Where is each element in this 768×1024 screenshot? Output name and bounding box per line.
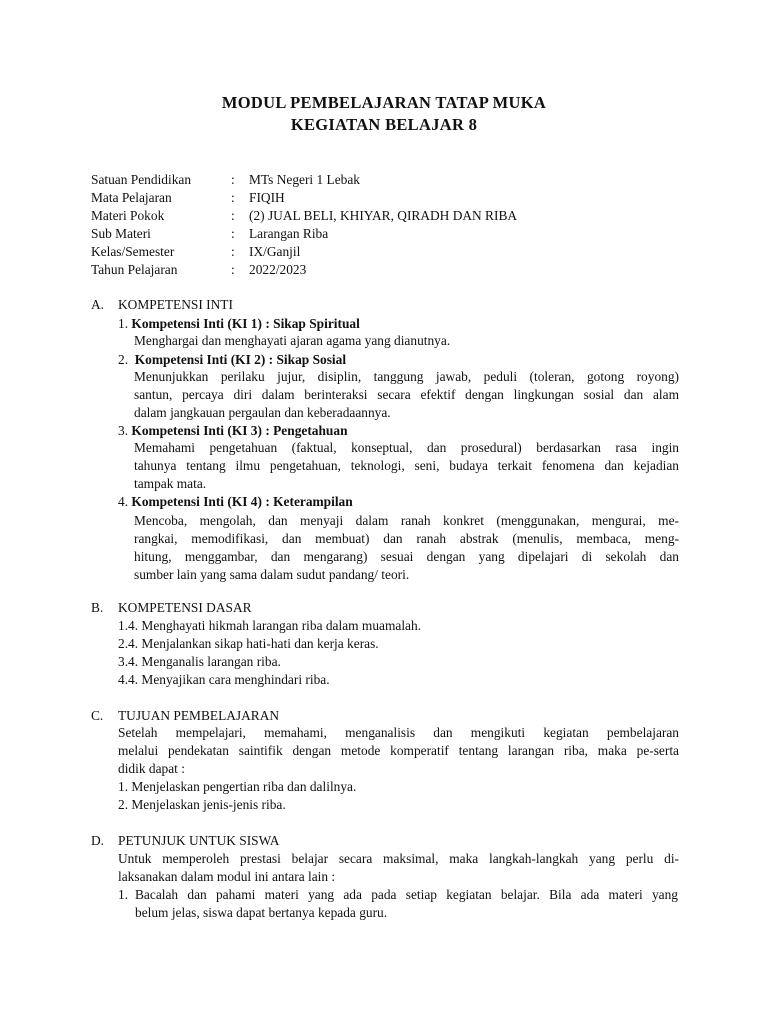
text-line: rangkai, memodifikasi, dan membuat) dan ranah abstrak (menulis, membaca, meng-: [134, 531, 679, 546]
section-b-heading: [91, 599, 252, 617]
info-colon: :: [231, 226, 235, 241]
ki-1-heading: [118, 315, 360, 333]
document-title: MODUL PEMBELAJARAN TATAP MUKA: [221, 93, 547, 112]
section-letter: A.: [91, 297, 105, 312]
text-line: laksanakan dalam modul ini antara lain :: [118, 869, 336, 884]
text-line: Menghargai dan menghayati ajaran agama yang dianutnya.: [134, 333, 451, 348]
info-value: 2022/2023: [249, 262, 307, 277]
text-line: Setelah mempelajari, memahami, menganalisis dan mengikuti kegiatan pembelajaran: [118, 725, 679, 740]
ki-number: 2.: [118, 352, 129, 367]
text-line: tampak mata.: [134, 476, 207, 491]
section-letter: C.: [91, 708, 104, 723]
ki-number: 1.: [118, 316, 129, 331]
info-row: [91, 207, 517, 225]
info-colon: :: [231, 208, 235, 223]
info-value: FIQIH: [249, 190, 285, 205]
petunjuk-item: [118, 886, 678, 922]
text-line: Untuk memperoleh prestasi belajar secara maksimal, maka langkah-langkah yang perlu di-: [118, 851, 679, 866]
text-line: dalam jangkauan pergaulan dan keberadaannya.: [134, 405, 391, 420]
ki-3-text: [134, 439, 679, 493]
petunjuk-intro: [118, 850, 679, 886]
ki-title: Kompetensi Inti (KI 2) : Sikap Sosial: [134, 352, 347, 367]
info-row: [91, 225, 517, 243]
info-label: Tahun Pelajaran: [91, 262, 178, 277]
text-line: Memahami pengetahuan (faktual, konseptual, dan prosedural) berdasarkan rasa ingin: [134, 440, 679, 455]
info-label: Satuan Pendidikan: [91, 172, 192, 187]
identity-table: [91, 171, 517, 279]
ki-4-text: [134, 512, 679, 584]
ki-title: Kompetensi Inti (KI 4) : Keterampilan: [131, 494, 353, 509]
section-letter: D.: [91, 833, 105, 848]
info-colon: :: [231, 244, 235, 259]
kd-item: 1.4. Menghayati hikmah larangan riba dalam muamalah.: [118, 618, 422, 633]
document-subtitle: KEGIATAN BELAJAR 8: [290, 115, 478, 134]
text-line: Mencoba, mengolah, dan menyaji dalam ranah konkret (menggunakan, mengurai, me-: [134, 513, 679, 528]
info-label: Mata Pelajaran: [91, 190, 172, 205]
text-line: Bacalah dan pahami materi yang ada pada setiap kegiatan belajar. Bila ada materi yang: [135, 887, 678, 902]
info-value: IX/Ganjil: [249, 244, 301, 259]
info-label: Materi Pokok: [91, 208, 165, 223]
info-row: [91, 243, 517, 261]
info-label: Sub Materi: [91, 226, 151, 241]
info-row: [91, 171, 517, 189]
ki-title: Kompetensi Inti (KI 3) : Pengetahuan: [131, 423, 348, 438]
kd-item: 3.4. Menganalis larangan riba.: [118, 654, 281, 669]
ki-number: 4.: [118, 494, 129, 509]
ki-4-heading: [118, 493, 353, 511]
section-title: TUJUAN PEMBELAJARAN: [118, 708, 280, 723]
ki-2-heading: [118, 351, 346, 369]
tujuan-item: 2. Menjelaskan jenis-jenis riba.: [118, 797, 286, 812]
section-a-heading: [91, 296, 233, 314]
info-value: MTs Negeri 1 Lebak: [249, 172, 360, 187]
info-value: (2) JUAL BELI, KHIYAR, QIRADH DAN RIBA: [249, 208, 518, 223]
section-c-heading: [91, 707, 279, 725]
info-value: Larangan Riba: [249, 226, 329, 241]
text-line: Menunjukkan perilaku jujur, disiplin, tanggung jawab, peduli (toleran, gotong royong): [134, 369, 679, 384]
info-colon: :: [231, 262, 235, 277]
kd-item: 2.4. Menjalankan sikap hati-hati dan kerja keras.: [118, 636, 379, 651]
section-title: PETUNJUK UNTUK SISWA: [118, 833, 280, 848]
text-line: tahunya tentang ilmu pengetahuan, teknologi, seni, budaya terkait fenomena dan kejadian: [134, 458, 679, 473]
text-line: didik dapat :: [118, 761, 185, 776]
ki-2-text: [134, 368, 679, 422]
ki-title: Kompetensi Inti (KI 1) : Sikap Spiritual: [131, 316, 360, 331]
section-title: KOMPETENSI DASAR: [118, 600, 252, 615]
ki-3-heading: [118, 422, 348, 440]
text-line: santun, percaya diri dalam berinteraksi secara efektif dengan lingkungan sosial dan alam: [134, 387, 679, 402]
ki-number: 3.: [118, 423, 129, 438]
text-line: melalui pendekatan saintifik dengan metode komperatif tentang larangan riba, maka pe-serta: [118, 743, 679, 758]
section-title: KOMPETENSI INTI: [118, 297, 233, 312]
info-colon: :: [231, 190, 235, 205]
item-number: 1.: [118, 887, 129, 902]
text-line: sumber lain yang sama dalam sudut pandang/ teori.: [134, 567, 410, 582]
info-label: Kelas/Semester: [91, 244, 175, 259]
section-d-heading: [91, 832, 279, 850]
info-colon: :: [231, 172, 235, 187]
ki-1-text: [134, 332, 679, 350]
info-row: [91, 261, 517, 279]
text-line: hitung, menggambar, dan mengarang) sesuai dengan yang dipelajari di sekolah dan: [134, 549, 679, 564]
section-letter: B.: [91, 600, 104, 615]
info-row: [91, 189, 517, 207]
tujuan-item: 1. Menjelaskan pengertian riba dan dalilnya.: [118, 779, 357, 794]
text-line: belum jelas, siswa dapat bertanya kepada guru.: [135, 905, 388, 920]
tujuan-intro: [118, 724, 679, 778]
kd-item: 4.4. Menyajikan cara menghindari riba.: [118, 672, 330, 687]
